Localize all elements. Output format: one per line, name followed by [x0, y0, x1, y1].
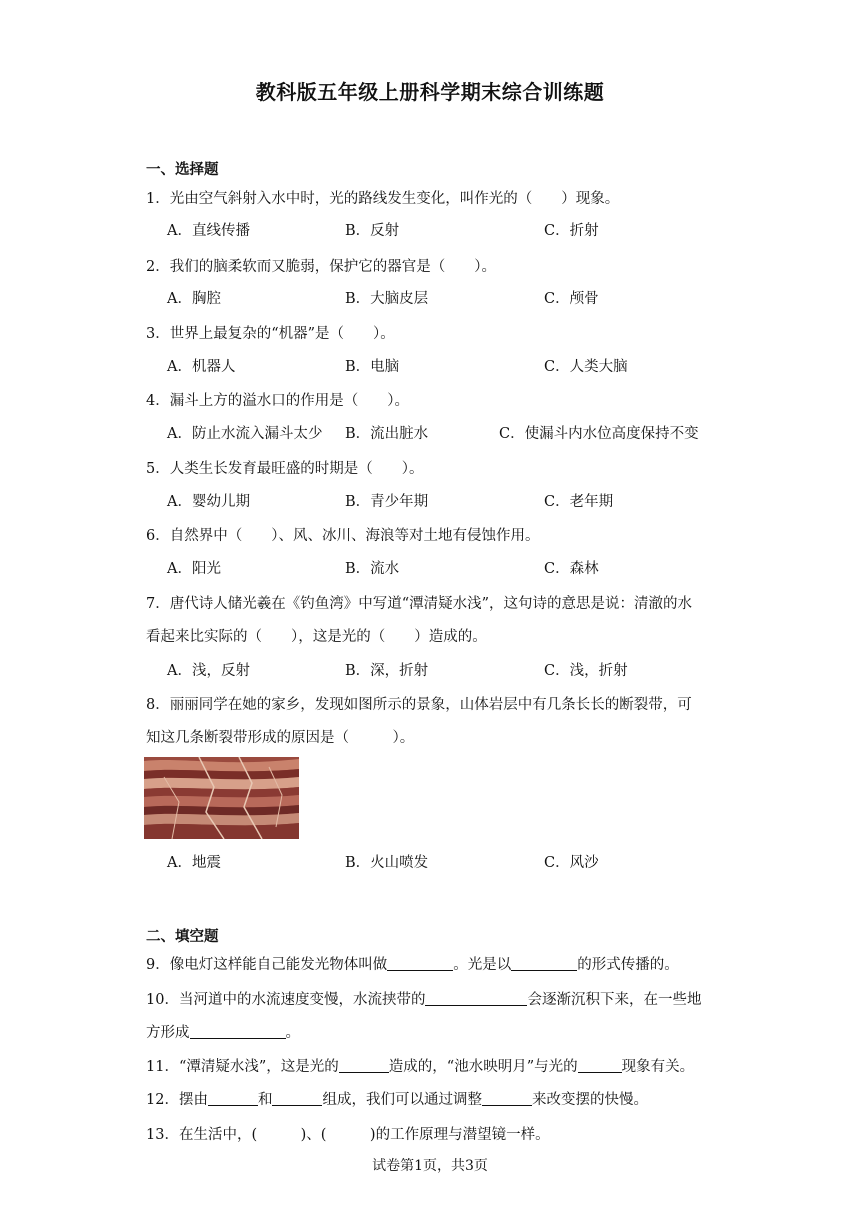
option-a: A．胸腔: [167, 291, 221, 307]
question-7-line-2: 看起来比实际的（ ），这是光的（ ）造成的。: [146, 629, 487, 645]
page-footer: 试卷第1页，共3页: [372, 1158, 488, 1174]
option-b: B．反射: [345, 223, 400, 239]
question-12-text-d: 来改变摆的快慢。: [531, 1092, 648, 1108]
section-heading-fill: 二、填空题: [146, 929, 219, 945]
option-b: B．流出脏水: [345, 426, 429, 442]
answer-blank[interactable]: [425, 991, 527, 1006]
option-b: B．流水: [345, 561, 400, 577]
question-12-text-c: 组成，我们可以通过调整: [322, 1092, 482, 1108]
option-a: A．婴幼儿期: [167, 494, 250, 510]
question-9-text-c: 的形式传播的。: [577, 957, 679, 973]
question-7-options: [0, 659, 628, 679]
question-11-text-a: 11．“潭清疑水浅”，这是光的: [146, 1059, 339, 1075]
answer-blank[interactable]: [578, 1058, 622, 1073]
question-5-options: [0, 490, 620, 510]
question-10-line-2: [146, 1021, 300, 1042]
answer-blank[interactable]: [482, 1091, 532, 1106]
question-13: 13．在生活中，( )、( )的工作原理与潜望镜一样。: [146, 1127, 550, 1143]
question-4-options: [0, 422, 699, 442]
question-11-text-b: 造成的，“池水映明月”与光的: [388, 1059, 578, 1075]
question-12: [146, 1088, 648, 1109]
question-6: 6．自然界中（ ）、风、冰川、海浪等对土地有侵蚀作用。: [146, 528, 540, 544]
option-c: C．老年期: [544, 494, 614, 510]
option-c: C．风沙: [544, 855, 599, 871]
option-a: A．防止水流入漏斗太少: [167, 426, 323, 442]
answer-blank[interactable]: [387, 956, 453, 971]
question-8-line-2: 知这几条断裂带形成的原因是（ ）。: [146, 730, 415, 746]
question-8-line-1: 8．丽丽同学在她的家乡，发现如图所示的景象，山体岩层中有几条长长的断裂带，可: [146, 697, 692, 713]
question-10-text-c: 方形成: [146, 1025, 190, 1041]
question-6-options: [0, 557, 620, 577]
option-a: A．机器人: [167, 359, 236, 375]
question-3: 3．世界上最复杂的“机器”是（ ）。: [146, 326, 395, 342]
answer-blank[interactable]: [190, 1024, 286, 1039]
option-b: B．大脑皮层: [345, 291, 429, 307]
question-12-text-b: 和: [257, 1092, 273, 1108]
rock-strata-photo: [144, 757, 299, 839]
option-b: B．火山喷发: [345, 855, 429, 871]
option-c: C．折射: [544, 223, 599, 239]
option-b: B．电脑: [345, 359, 400, 375]
option-c: C．颅骨: [544, 291, 599, 307]
question-5: 5．人类生长发育最旺盛的时期是（ ）。: [146, 461, 424, 477]
question-10-line-1: [146, 988, 701, 1009]
option-b: B．青少年期: [345, 494, 429, 510]
option-c: C．使漏斗内水位高度保持不变: [499, 426, 699, 442]
option-a: A．直线传播: [167, 223, 250, 239]
question-10-text-d: 。: [285, 1025, 300, 1041]
question-3-options: [0, 355, 628, 375]
page-title: 教科版五年级上册科学期末综合训练题: [255, 80, 605, 104]
answer-blank[interactable]: [208, 1091, 258, 1106]
question-1: 1．光由空气斜射入水中时，光的路线发生变化，叫作光的（ ）现象。: [146, 191, 620, 207]
question-9-text-b: 。光是以: [453, 957, 512, 973]
question-1-options: [0, 219, 620, 239]
option-a: A．地震: [167, 855, 221, 871]
question-2: 2．我们的脑柔软而又脆弱，保护它的器官是（ ）。: [146, 259, 496, 275]
option-b: B．深，折射: [345, 663, 429, 679]
question-7-line-1: 7．唐代诗人储光羲在《钓鱼湾》中写道“潭清疑水浅”，这句诗的意思是说：清澈的水: [146, 596, 693, 612]
option-a: A．浅，反射: [167, 663, 250, 679]
question-10-text-b: 会逐渐沉积下来，在一些地: [527, 992, 702, 1008]
question-12-text-a: 12．摆由: [146, 1092, 208, 1108]
question-11: [146, 1055, 694, 1076]
question-4: 4．漏斗上方的溢水口的作用是（ ）。: [146, 393, 409, 409]
question-2-options: [0, 287, 620, 307]
option-c: C．人类大脑: [544, 359, 628, 375]
option-c: C．浅，折射: [544, 663, 628, 679]
question-9: [146, 953, 679, 974]
answer-blank[interactable]: [511, 956, 577, 971]
option-c: C．森林: [544, 561, 599, 577]
question-9-text-a: 9．像电灯这样能自己能发光物体叫做: [146, 957, 388, 973]
question-8-options: [0, 851, 620, 871]
question-11-text-c: 现象有关。: [621, 1059, 695, 1075]
question-10-text-a: 10．当河道中的水流速度变慢，水流挟带的: [146, 992, 426, 1008]
answer-blank[interactable]: [272, 1091, 322, 1106]
section-heading-choice: 一、选择题: [146, 162, 219, 178]
option-a: A．阳光: [167, 561, 221, 577]
answer-blank[interactable]: [339, 1058, 389, 1073]
